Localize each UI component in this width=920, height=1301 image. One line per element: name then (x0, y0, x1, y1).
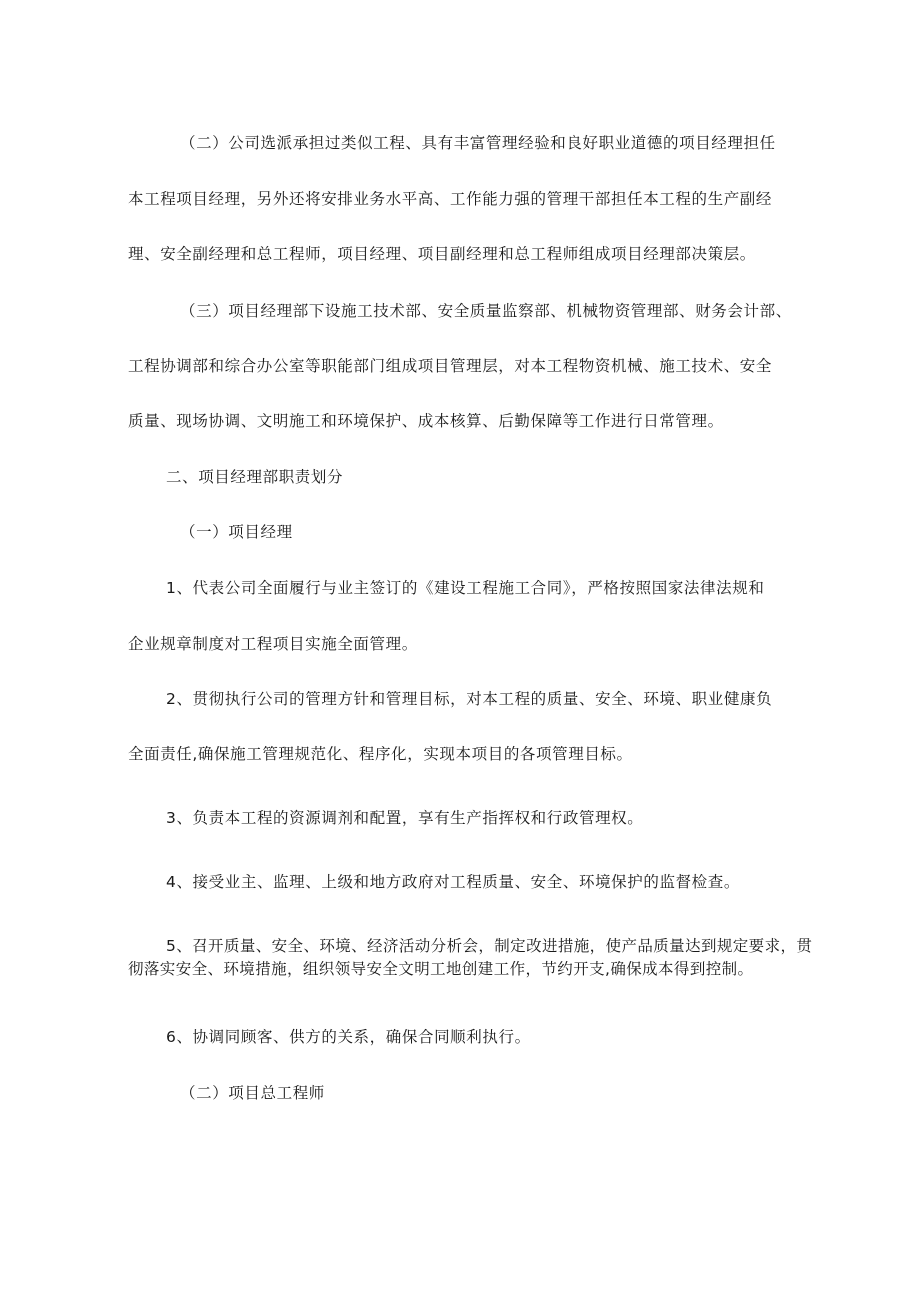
duty-item-1-line-2: 企业规章制度对工程项目实施全面管理。 (128, 635, 418, 653)
paragraph-line-2: 本工程项目经理，另外还将安排业务水平高、工作能力强的管理干部担任本工程的生产副经 (128, 190, 773, 208)
duty-item-4: 4、接受业主、监理、上级和地方政府对工程质量、安全、环境保护的监督检查。 (166, 873, 740, 891)
subsection-heading-chief-engineer: （二）项目总工程师 (180, 1084, 325, 1102)
duty-item-6: 6、协调同顾客、供方的关系，确保合同顺利执行。 (166, 1028, 531, 1046)
subsection-heading-project-manager: （一）项目经理 (180, 523, 293, 541)
paragraph-line-3: 理、安全副经理和总工程师，项目经理、项目副经理和总工程师组成项目经理部决策层。 (128, 245, 756, 263)
duty-item-2-line-1: 2、贯彻执行公司的管理方针和管理目标，对本工程的质量、安全、环境、职业健康负 (166, 690, 773, 708)
paragraph-line-6: 质量、现场协调、文明施工和环境保护、成本核算、后勤保障等工作进行日常管理。 (128, 412, 724, 430)
paragraph-line-1: （二）公司选派承担过类似工程、具有丰富管理经验和良好职业道德的项目经理担任 (180, 134, 776, 152)
duty-item-1-line-1: 1、代表公司全面履行与业主签订的《建设工程施工合同》，严格按照国家法律法规和 (166, 579, 765, 597)
duty-item-3: 3、负责本工程的资源调剂和配置，享有生产指挥权和行政管理权。 (166, 809, 644, 827)
paragraph-line-5: 工程协调部和综合办公室等职能部门组成项目管理层，对本工程物资机械、施工技术、安全 (128, 357, 773, 375)
duty-item-5: 5、召开质量、安全、环境、经济活动分析会，制定改进措施，使产品质量达到规定要求，贯彻落实安全、环境措施，组织领导安全文明工地创建工作，节约开支,确保成本得到控制。 (128, 937, 813, 978)
paragraph-line-4: （三）项目经理部下设施工技术部、安全质量监察部、机械物资管理部、财务会计部、 (180, 302, 792, 320)
section-heading: 二、项目经理部职责划分 (166, 468, 344, 486)
duty-item-2-line-2: 全面责任,确保施工管理规范化、程序化，实现本项目的各项管理目标。 (128, 745, 633, 763)
